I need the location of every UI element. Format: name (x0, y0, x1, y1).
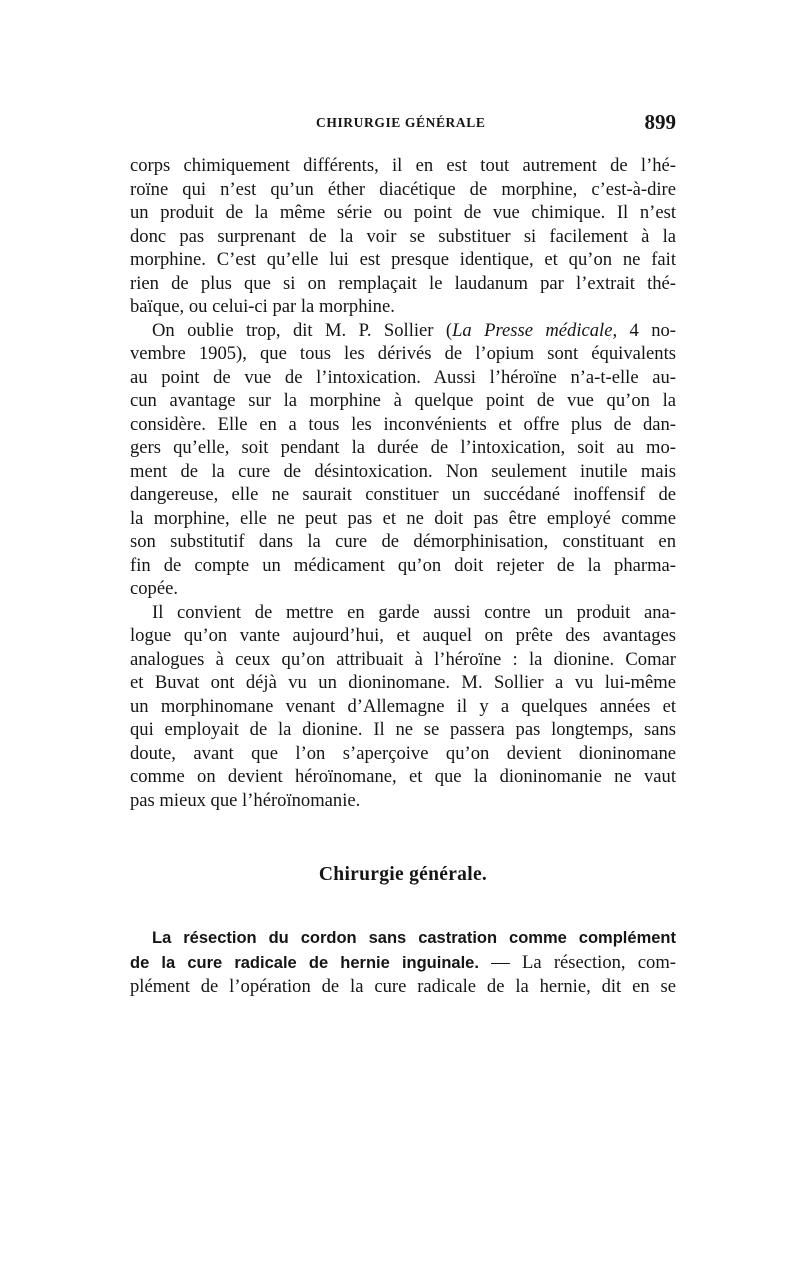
text-line: cun avantage sur la morphine à quelque point de vue qu’on la (130, 390, 676, 411)
page (130, 112, 676, 999)
paragraph-dionine (130, 601, 676, 813)
text-line: vembre 1905), que tous les dérivés de l’opium sont équivalents (130, 343, 676, 364)
text-line (130, 951, 676, 976)
text-line: analogues à ceux qu’on attribuait à l’héroïne : la dionine. Comar (130, 648, 676, 670)
text-line: roïne qui n’est qu’un éther diacétique de morphine, c’est-à-dire (130, 178, 676, 200)
text-line: pas mieux que l’héroïnomanie. (130, 789, 361, 811)
text-line: comme on devient héroïnomane, et que la dioninomanie ne vaut (130, 766, 676, 787)
text-line: ment de la cure de désintoxication. Non seulement inutile mais (130, 460, 676, 482)
text-run: 4 no- (617, 319, 676, 341)
text-line: fin de compte un médicament qu’on doit rejeter de la pharma- (130, 554, 676, 576)
article-resection (130, 926, 676, 999)
article-lead: La résection du cordon sans castration comme complément (152, 929, 676, 947)
text-line: et Buvat ont déjà vu un dioninomane. M. Sollier a vu lui-même (130, 672, 676, 693)
journal-title: La Presse médicale, (452, 319, 618, 341)
text-line: morphine. C’est qu’elle lui est presque identique, et qu’on ne fait (130, 249, 676, 270)
text-line: un morphinomane venant d’Allemagne il y a quelques années et (130, 695, 676, 717)
text-line: la morphine, elle ne peut pas et ne doit pas être employé comme (130, 507, 676, 529)
text-line: donc pas surprenant de la voir se substituer si facilement à la (130, 225, 676, 247)
text-line: copée. (130, 578, 179, 599)
text-run: — La résection, com- (478, 951, 676, 973)
text-line: plément de l’opération de la cure radicale de la hernie, dit en se (130, 976, 676, 997)
text-line: considère. Elle en a tous les inconvénients et offre plus de dan- (130, 413, 676, 435)
running-title: CHIRURGIE GÉNÉRALE (316, 115, 486, 130)
text-line (130, 319, 676, 343)
text-line: logue qu’on vante aujourd’hui, et auquel on prête des avantages (130, 625, 676, 646)
article-lead: de la cure radicale de hernie inguinale. (130, 953, 479, 972)
text-run: On oublie trop, dit M. P. Sollier ( (152, 319, 453, 341)
text-line: doute, avant que l’on s’aperçoive qu’on devient dioninomane (130, 742, 676, 764)
text-line: son substitutif dans la cure de démorphinisation, constituant en (130, 531, 676, 552)
running-header (130, 112, 676, 142)
paragraph-sollier (130, 319, 676, 601)
section-title: Chirurgie générale. (318, 864, 488, 885)
text-line: rien de plus que si on remplaçait le laudanum par l’extrait thé- (130, 272, 676, 294)
text-line: au point de vue de l’intoxication. Aussi l’héroïne n’a-t-elle au- (130, 366, 676, 388)
text-line: gers qu’elle, soit pendant la durée de l’intoxication, soit au mo- (130, 437, 676, 458)
page-number: 899 (644, 110, 676, 134)
text-line: dangereuse, elle ne saurait constituer un succédané inoffensif de (130, 484, 676, 505)
text-line (130, 926, 676, 951)
text-line: corps chimiquement différents, il en est tout autrement de l’hé- (130, 155, 676, 176)
text-line: un produit de la même série ou point de vue chimique. Il n’est (130, 202, 676, 223)
text-line: Il convient de mettre en garde aussi contre un produit ana- (152, 601, 676, 623)
paragraph-heroine (130, 154, 676, 319)
text-line: baïque, ou celui-ci par la morphine. (130, 296, 395, 317)
text-line: qui employait de la dionine. Il ne se passera pas longtemps, sans (130, 719, 676, 740)
